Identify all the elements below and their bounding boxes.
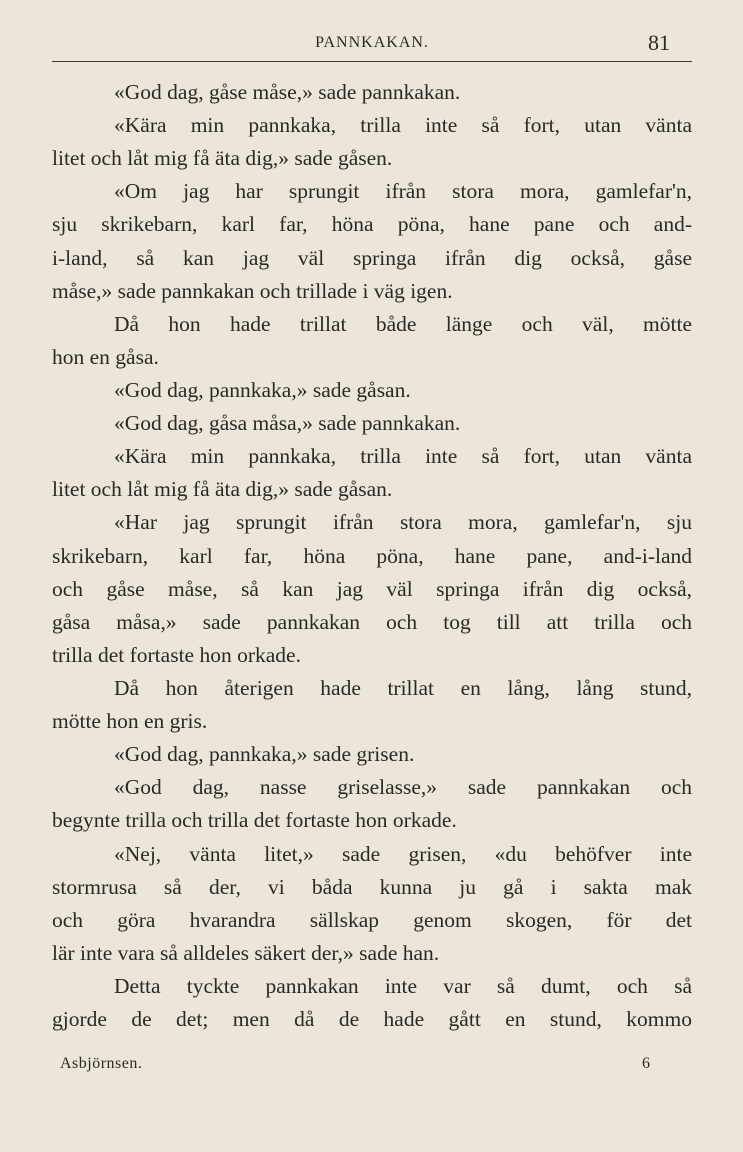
text-line: «Nej, vänta litet,» sade grisen, «du behöfver inte [114, 841, 692, 866]
text-line: «God dag, pannkaka,» sade gåsan. [114, 377, 411, 402]
text-line: «God dag, nasse griselasse,» sade pannkakan och [114, 775, 692, 800]
text-line: gjorde de det; men då de hade gått en stund, kommo [52, 1007, 692, 1032]
text-line: «God dag, gåsa måsa,» sade pannkakan. [114, 411, 461, 436]
text-line: Detta tyckte pannkakan inte var så dumt, och så [114, 973, 692, 998]
text-line: och gåse måse, så kan jag väl springa ifrån dig också, [52, 576, 692, 601]
text-line: «Har jag sprungit ifrån stora mora, gamlefar'n, sju [114, 510, 692, 535]
body-text [52, 76, 692, 1036]
header-rule [52, 61, 692, 62]
chapter-title: PANNKAKAN. [315, 34, 429, 51]
text-line: lär inte vara så alldeles säkert der,» sade han. [52, 940, 440, 965]
text-line: «Kära min pannkaka, trilla inte så fort, utan vänta [114, 113, 692, 138]
text-line: litet och låt mig få äta dig,» sade gåsen. [52, 146, 393, 171]
running-head [52, 32, 692, 60]
text-line: «Om jag har sprungit ifrån stora mora, gamlefar'n, [114, 179, 692, 204]
author-footer: Asbjörnsen. [60, 1055, 143, 1072]
text-line: måse,» sade pannkakan och trillade i väg igen. [52, 278, 453, 303]
text-line: «God dag, gåse måse,» sade pannkakan. [114, 80, 461, 104]
text-line: litet och låt mig få äta dig,» sade gåsan. [52, 477, 393, 502]
text-line: och göra hvarandra sällskap genom skogen, för det [52, 907, 692, 932]
text-line: trilla det fortaste hon orkade. [52, 642, 301, 667]
text-line: «God dag, pannkaka,» sade grisen. [114, 742, 415, 767]
text-line: Då hon hade trillat både länge och väl, mötte [114, 311, 692, 336]
text-line: stormrusa så der, vi båda kunna ju gå i sakta mak [52, 874, 692, 899]
page-number: 81 [648, 30, 670, 55]
text-line: skrikebarn, karl far, höna pöna, hane pane, and-i-land [52, 543, 692, 568]
text-line: «Kära min pannkaka, trilla inte så fort, utan vänta [114, 444, 692, 469]
text-line: hon en gåsa. [52, 344, 159, 369]
text-line: Då hon återigen hade trillat en lång, lång stund, [114, 675, 692, 700]
text-line: i-land, så kan jag väl springa ifrån dig också, gåse [52, 245, 692, 270]
text-line: mötte hon en gris. [52, 709, 208, 734]
signature-mark: 6 [642, 1055, 650, 1072]
text-line: begynte trilla och trilla det fortaste hon orkade. [52, 808, 457, 833]
text-line: sju skrikebarn, karl far, höna pöna, hane pane och and- [52, 212, 692, 237]
text-line: gåsa måsa,» sade pannkakan och tog till att trilla och [52, 609, 692, 634]
